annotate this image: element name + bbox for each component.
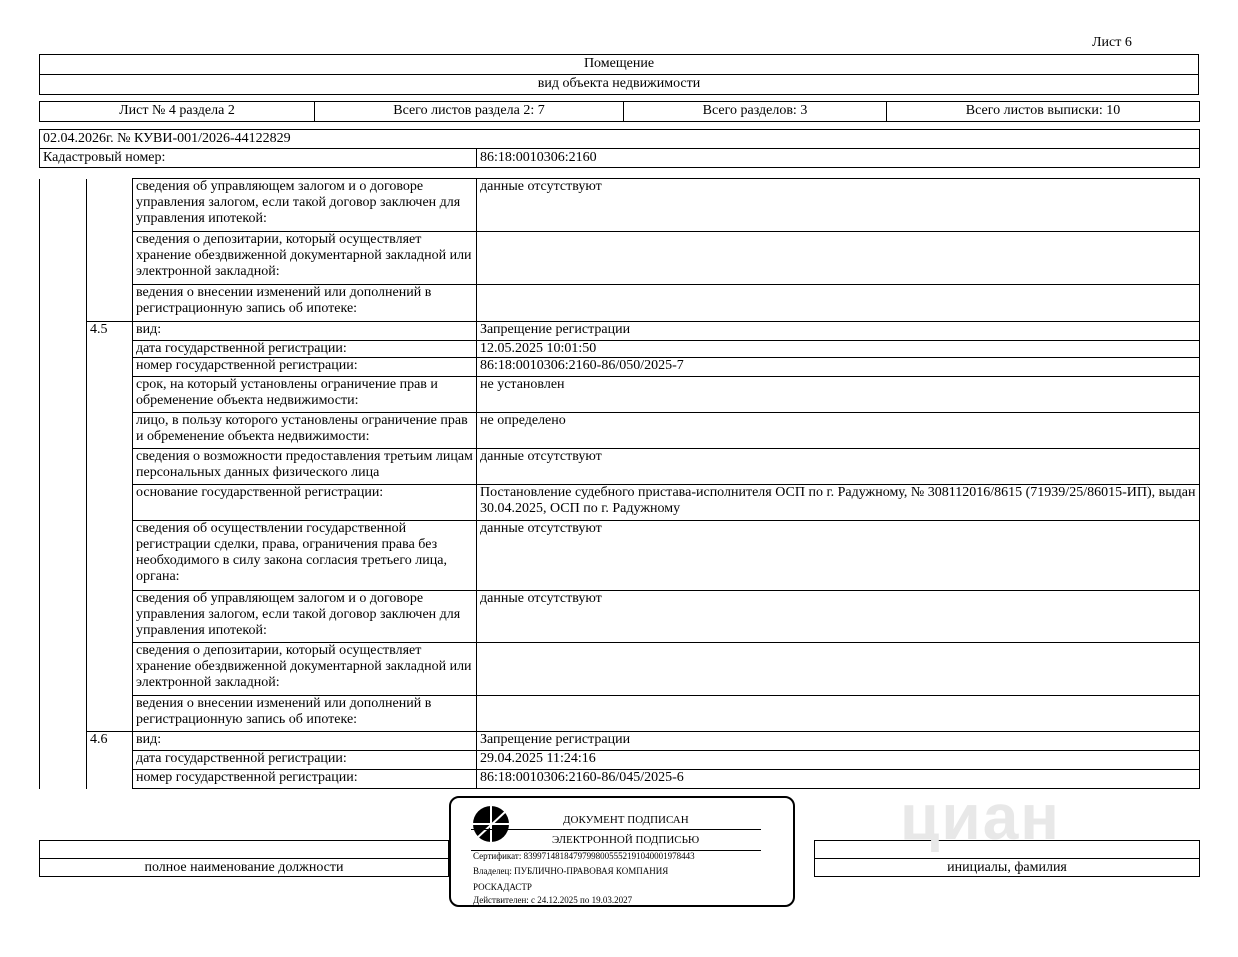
section-info xyxy=(39,101,1200,122)
position-field xyxy=(40,841,449,859)
object-type-header xyxy=(39,54,1199,95)
section-column-cell xyxy=(40,413,87,449)
row-value: Запрещение регистрации xyxy=(477,322,1200,341)
section-column-cell xyxy=(40,696,87,732)
section-column-cell xyxy=(40,179,87,232)
registration-info xyxy=(39,129,1200,168)
cian-watermark: циан xyxy=(900,781,1061,853)
section-column-cell xyxy=(40,341,87,358)
object-type-caption: вид объекта недвижимости xyxy=(40,75,1199,95)
table-row xyxy=(40,413,1200,449)
stamp-line2: ЭЛЕКТРОННОЙ ПОДПИСЬЮ xyxy=(552,834,700,846)
table-row xyxy=(40,751,1200,770)
row-value: 29.04.2025 11:24:16 xyxy=(477,751,1200,770)
total-sections: Всего разделов: 3 xyxy=(624,102,887,122)
row-value: данные отсутствуют xyxy=(477,179,1200,232)
section-column-cell xyxy=(40,521,87,591)
row-number xyxy=(87,521,133,591)
table-row xyxy=(40,377,1200,413)
cadastral-label: Кадастровый номер: xyxy=(40,149,477,168)
row-number xyxy=(87,449,133,485)
row-value: Запрещение регистрации xyxy=(477,732,1200,751)
table-row xyxy=(40,449,1200,485)
row-value: 86:18:0010306:2160-86/045/2025-6 xyxy=(477,770,1200,789)
position-caption: полное наименование должности xyxy=(40,859,449,877)
row-number xyxy=(87,485,133,521)
row-label: основание государственной регистрации: xyxy=(133,485,477,521)
row-number xyxy=(87,179,133,232)
sheet-number: Лист 6 xyxy=(1092,35,1132,50)
section-column-cell xyxy=(40,232,87,285)
section-column-cell xyxy=(40,643,87,696)
table-row xyxy=(40,232,1200,285)
row-number xyxy=(87,696,133,732)
rosreestr-logo-icon xyxy=(471,804,511,844)
stamp-owner-2: РОСКАДАСТР xyxy=(473,882,532,892)
row-value: не определено xyxy=(477,413,1200,449)
row-label: вид: xyxy=(133,322,477,341)
row-number xyxy=(87,751,133,770)
section-column-cell xyxy=(40,322,87,341)
row-label: номер государственной регистрации: xyxy=(133,770,477,789)
table-row xyxy=(40,358,1200,377)
row-value: 12.05.2025 10:01:50 xyxy=(477,341,1200,358)
row-number xyxy=(87,413,133,449)
row-number xyxy=(87,341,133,358)
row-label: вид: xyxy=(133,732,477,751)
row-value xyxy=(477,285,1200,322)
section-column-cell xyxy=(40,770,87,789)
row-value: данные отсутствуют xyxy=(477,521,1200,591)
stamp-divider xyxy=(471,829,761,830)
encumbrance-table xyxy=(39,178,1200,789)
section-column-cell xyxy=(40,358,87,377)
cadastral-value: 86:18:0010306:2160 xyxy=(477,149,1200,168)
row-number xyxy=(87,285,133,322)
row-label: ведения о внесении изменений или дополнений в регистрационную запись об ипотеке: xyxy=(133,285,477,322)
row-number xyxy=(87,643,133,696)
row-value: данные отсутствуют xyxy=(477,449,1200,485)
row-label: номер государственной регистрации: xyxy=(133,358,477,377)
table-row xyxy=(40,732,1200,751)
table-row xyxy=(40,521,1200,591)
row-label: сведения о депозитарии, который осуществляет хранение обездвиженной документарной закладной или электронной закладной: xyxy=(133,643,477,696)
row-label: сведения о депозитарии, который осуществляет хранение обездвиженной документарной закладной или электронной закладной: xyxy=(133,232,477,285)
row-label: срок, на который установлены ограничение прав и обременение объекта недвижимости: xyxy=(133,377,477,413)
row-label: сведения об осуществлении государственной регистрации сделки, права, ограничения права без необходимого в силу закона согласия третьего лица, органа: xyxy=(133,521,477,591)
row-label: ведения о внесении изменений или дополнений в регистрационную запись об ипотеке: xyxy=(133,696,477,732)
row-value: 86:18:0010306:2160-86/050/2025-7 xyxy=(477,358,1200,377)
row-value: Постановление судебного пристава-исполнителя ОСП по г. Радужному, № 308112016/8615 (71939/25/86015-ИП), выдан 30.04.2025, ОСП по г. Радужному xyxy=(477,485,1200,521)
table-row xyxy=(40,696,1200,732)
object-type: Помещение xyxy=(40,55,1199,75)
total-sheets-extract: Всего листов выписки: 10 xyxy=(887,102,1200,122)
row-number xyxy=(87,591,133,643)
section-column-cell xyxy=(40,377,87,413)
row-number xyxy=(87,377,133,413)
row-label: лицо, в пользу которого установлены ограничение прав и обременение объекта недвижимости: xyxy=(133,413,477,449)
row-label: сведения об управляющем залогом и о договоре управления залогом, если такой договор заключен для управления ипотекой: xyxy=(133,591,477,643)
row-value xyxy=(477,643,1200,696)
section-column-cell xyxy=(40,591,87,643)
row-number: 4.5 xyxy=(87,322,133,341)
section-column-cell xyxy=(40,285,87,322)
section-column-cell xyxy=(40,732,87,751)
row-value: данные отсутствуют xyxy=(477,591,1200,643)
row-number xyxy=(87,770,133,789)
sheet-of-section: Лист № 4 раздела 2 xyxy=(40,102,315,122)
electronic-signature-stamp xyxy=(449,796,795,907)
table-row xyxy=(40,341,1200,358)
total-sheets-section: Всего листов раздела 2: 7 xyxy=(315,102,624,122)
table-row xyxy=(40,179,1200,232)
row-number xyxy=(87,358,133,377)
section-column-cell xyxy=(40,449,87,485)
section-column-cell xyxy=(40,485,87,521)
table-row xyxy=(40,285,1200,322)
row-label: сведения о возможности предоставления третьим лицам персональных данных физического лица xyxy=(133,449,477,485)
row-label: дата государственной регистрации: xyxy=(133,341,477,358)
stamp-line1: ДОКУМЕНТ ПОДПИСАН xyxy=(563,814,689,826)
extract-date-number: 02.04.2026г. № КУВИ-001/2026-44122829 xyxy=(40,130,1200,149)
name-caption: инициалы, фамилия xyxy=(815,859,1200,877)
row-number: 4.6 xyxy=(87,732,133,751)
row-number xyxy=(87,232,133,285)
section-column-cell xyxy=(40,751,87,770)
stamp-owner: Владелец: ПУБЛИЧНО-ПРАВОВАЯ КОМПАНИЯ xyxy=(473,866,669,876)
row-label: сведения об управляющем залогом и о договоре управления залогом, если такой договор заключен для управления ипотекой: xyxy=(133,179,477,232)
table-row xyxy=(40,485,1200,521)
table-row xyxy=(40,322,1200,341)
stamp-certificate: Сертификат: 83997148184797998005552191040001978443 xyxy=(473,851,695,861)
stamp-valid: Действителен: с 24.12.2025 по 19.03.2027 xyxy=(473,895,633,905)
row-label: дата государственной регистрации: xyxy=(133,751,477,770)
table-row xyxy=(40,591,1200,643)
table-row xyxy=(40,643,1200,696)
row-value xyxy=(477,696,1200,732)
row-value xyxy=(477,232,1200,285)
row-value: не установлен xyxy=(477,377,1200,413)
